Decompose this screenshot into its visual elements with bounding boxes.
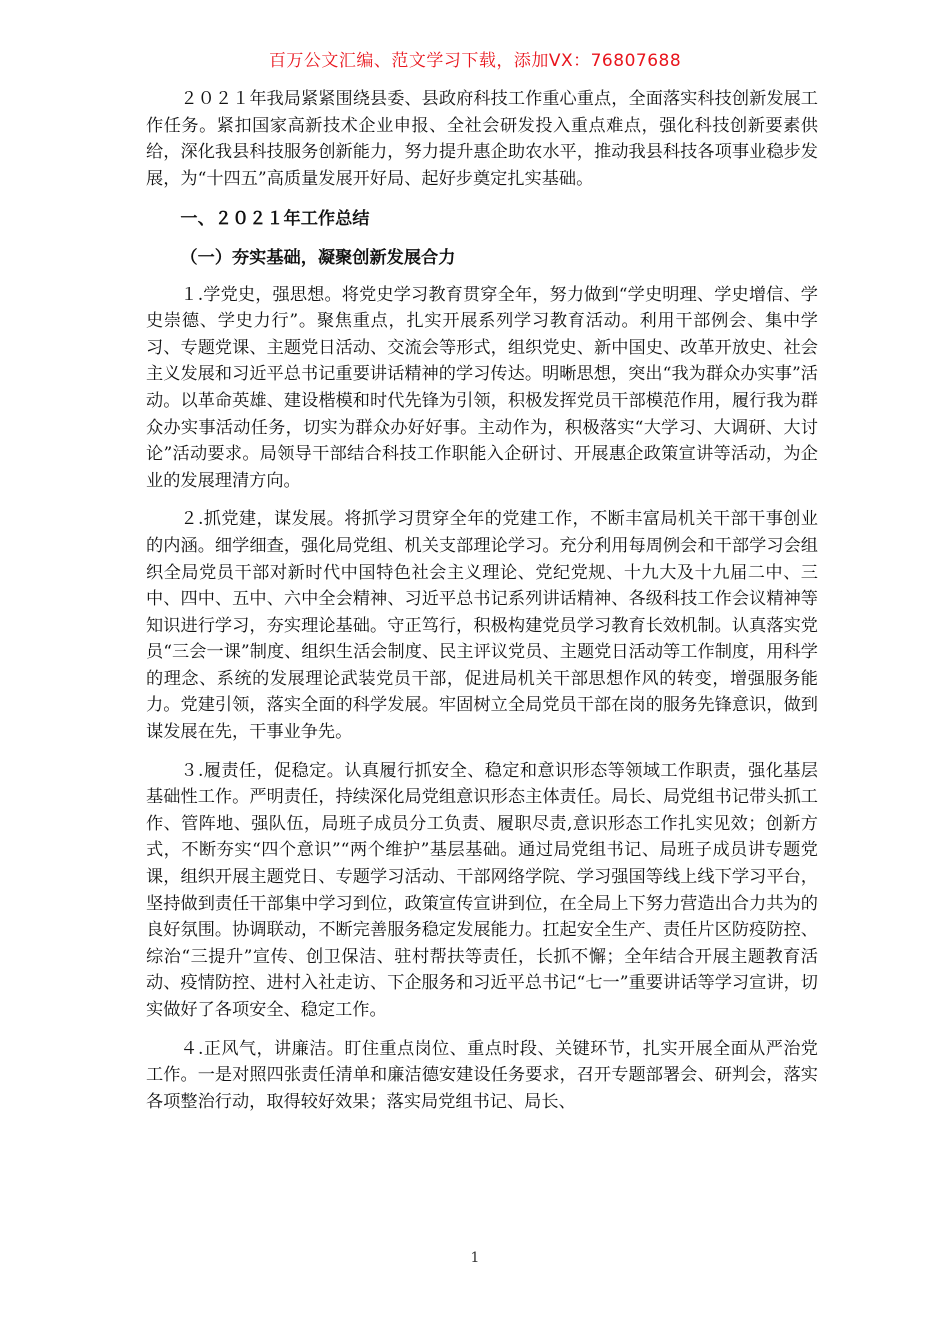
watermark-banner: 百万公文汇编、范文学习下载，添加VX：76807688 — [268, 51, 682, 71]
paragraph-item-4: ４.正风气，讲廉洁。盯住重点岗位、重点时段、关键环节，扎实开展全面从严治党工作。一是对照四张责任清单和廉洁德安建设任务要求，召开专题部署会、研判会，落实各项整治行动，取得较好效果；落实局党组书记、局长、 — [146, 1038, 818, 1112]
paragraph-item-3: ３.履责任，促稳定。认真履行抓安全、稳定和意识形态等领域工作职责，强化基层基础性工作。严明责任，持续深化局党组意识形态主体责任。局长、局党组书记带头抓工作、管阵地、强队伍，局班子成员分工负责、履职尽责,意识形态工作扎实见效；创新方式，不断夯实“四个意识”“两个维护”基层基础。通过局党组书记、局班子成员讲专题党课，组织开展主题党日、专题学习活动、干部网络学院、学习强国等线上线下学习平台，坚持做到责任干部集中学习到位，政策宣传宣讲到位，在全局上下努力营造出合力共为的良好氛围。协调联动，不断完善服务稳定发展能力。扛起安全生产、责任片区防疫防控、综治“三提升”宣传、创卫保洁、驻村帮扶等责任，长抓不懈；全年结合开展主题教育活动、疫情防控、进村入社走访、下企服务和习近平总书记“七一”重要讲话等学习宣讲，切实做好了各项安全、稳定工作。 — [146, 760, 818, 1020]
section-heading: 一、２０２１年工作总结 — [180, 209, 370, 230]
document-body — [146, 86, 818, 1121]
subsection-heading: （一）夯实基础，凝聚创新发展合力 — [180, 247, 456, 268]
paragraph-item-2: ２.抓党建，谋发展。将抓学习贯穿全年的党建工作，不断丰富局机关干部干事创业的内涵。细学细查，强化局党组、机关支部理论学习。充分利用每周例会和干部学习会组织全局党员干部对新时代中国特色社会主义理论、党纪党规、十九大及十九届二中、三中、四中、五中、六中全会精神、习近平总书记系列讲话精神、各级科技工作会议精神等知识进行学习，夯实理论基础。守正笃行，积极构建党员学习教育长效机制。认真落实党员“三会一课”制度、组织生活会制度、民主评议党员、主题党日活动等工作制度，用科学的理念、系统的发展理论武装党员干部，促进局机关干部思想作风的转变，增强服务能力。党建引领，落实全面的科学发展。牢固树立全局党员干部在岗的服务先锋意识，做到谋发展在先，干事业争先。 — [146, 509, 818, 743]
intro-paragraph: ２０２１年我局紧紧围绕县委、县政府科技工作重心重点，全面落实科技创新发展工作任务。紧扣国家高新技术企业申报、全社会研发投入重点难点，强化科技创新要素供给，深化我县科技服务创新能力，努力提升惠企助农水平，推动我县科技各项事业稳步发展，为“十四五”高质量发展开好局、起好步奠定扎实基础。 — [146, 89, 818, 189]
paragraph-item-1: １.学党史，强思想。将党史学习教育贯穿全年，努力做到“学史明理、学史增信、学史崇德、学史力行”。聚焦重点，扎实开展系列学习教育活动。利用干部例会、集中学习、专题党课、主题党日活动、交流会等形式，组织党史、新中国史、改革开放史、社会主义发展和习近平总书记重要讲话精神的学习传达。明晰思想，突出“我为群众办实事”活动。以革命英雄、建设楷模和时代先锋为引领，积极发挥党员干部模范作用，履行我为群众办实事活动任务，切实为群众办好好事。主动作为，积极落实“大学习、大调研、大讨论”活动要求。局领导干部结合科技工作职能入企研讨、开展惠企政策宣讲等活动，为企业的发展理清方向。 — [146, 284, 818, 491]
page-number: 1 — [470, 1250, 480, 1266]
